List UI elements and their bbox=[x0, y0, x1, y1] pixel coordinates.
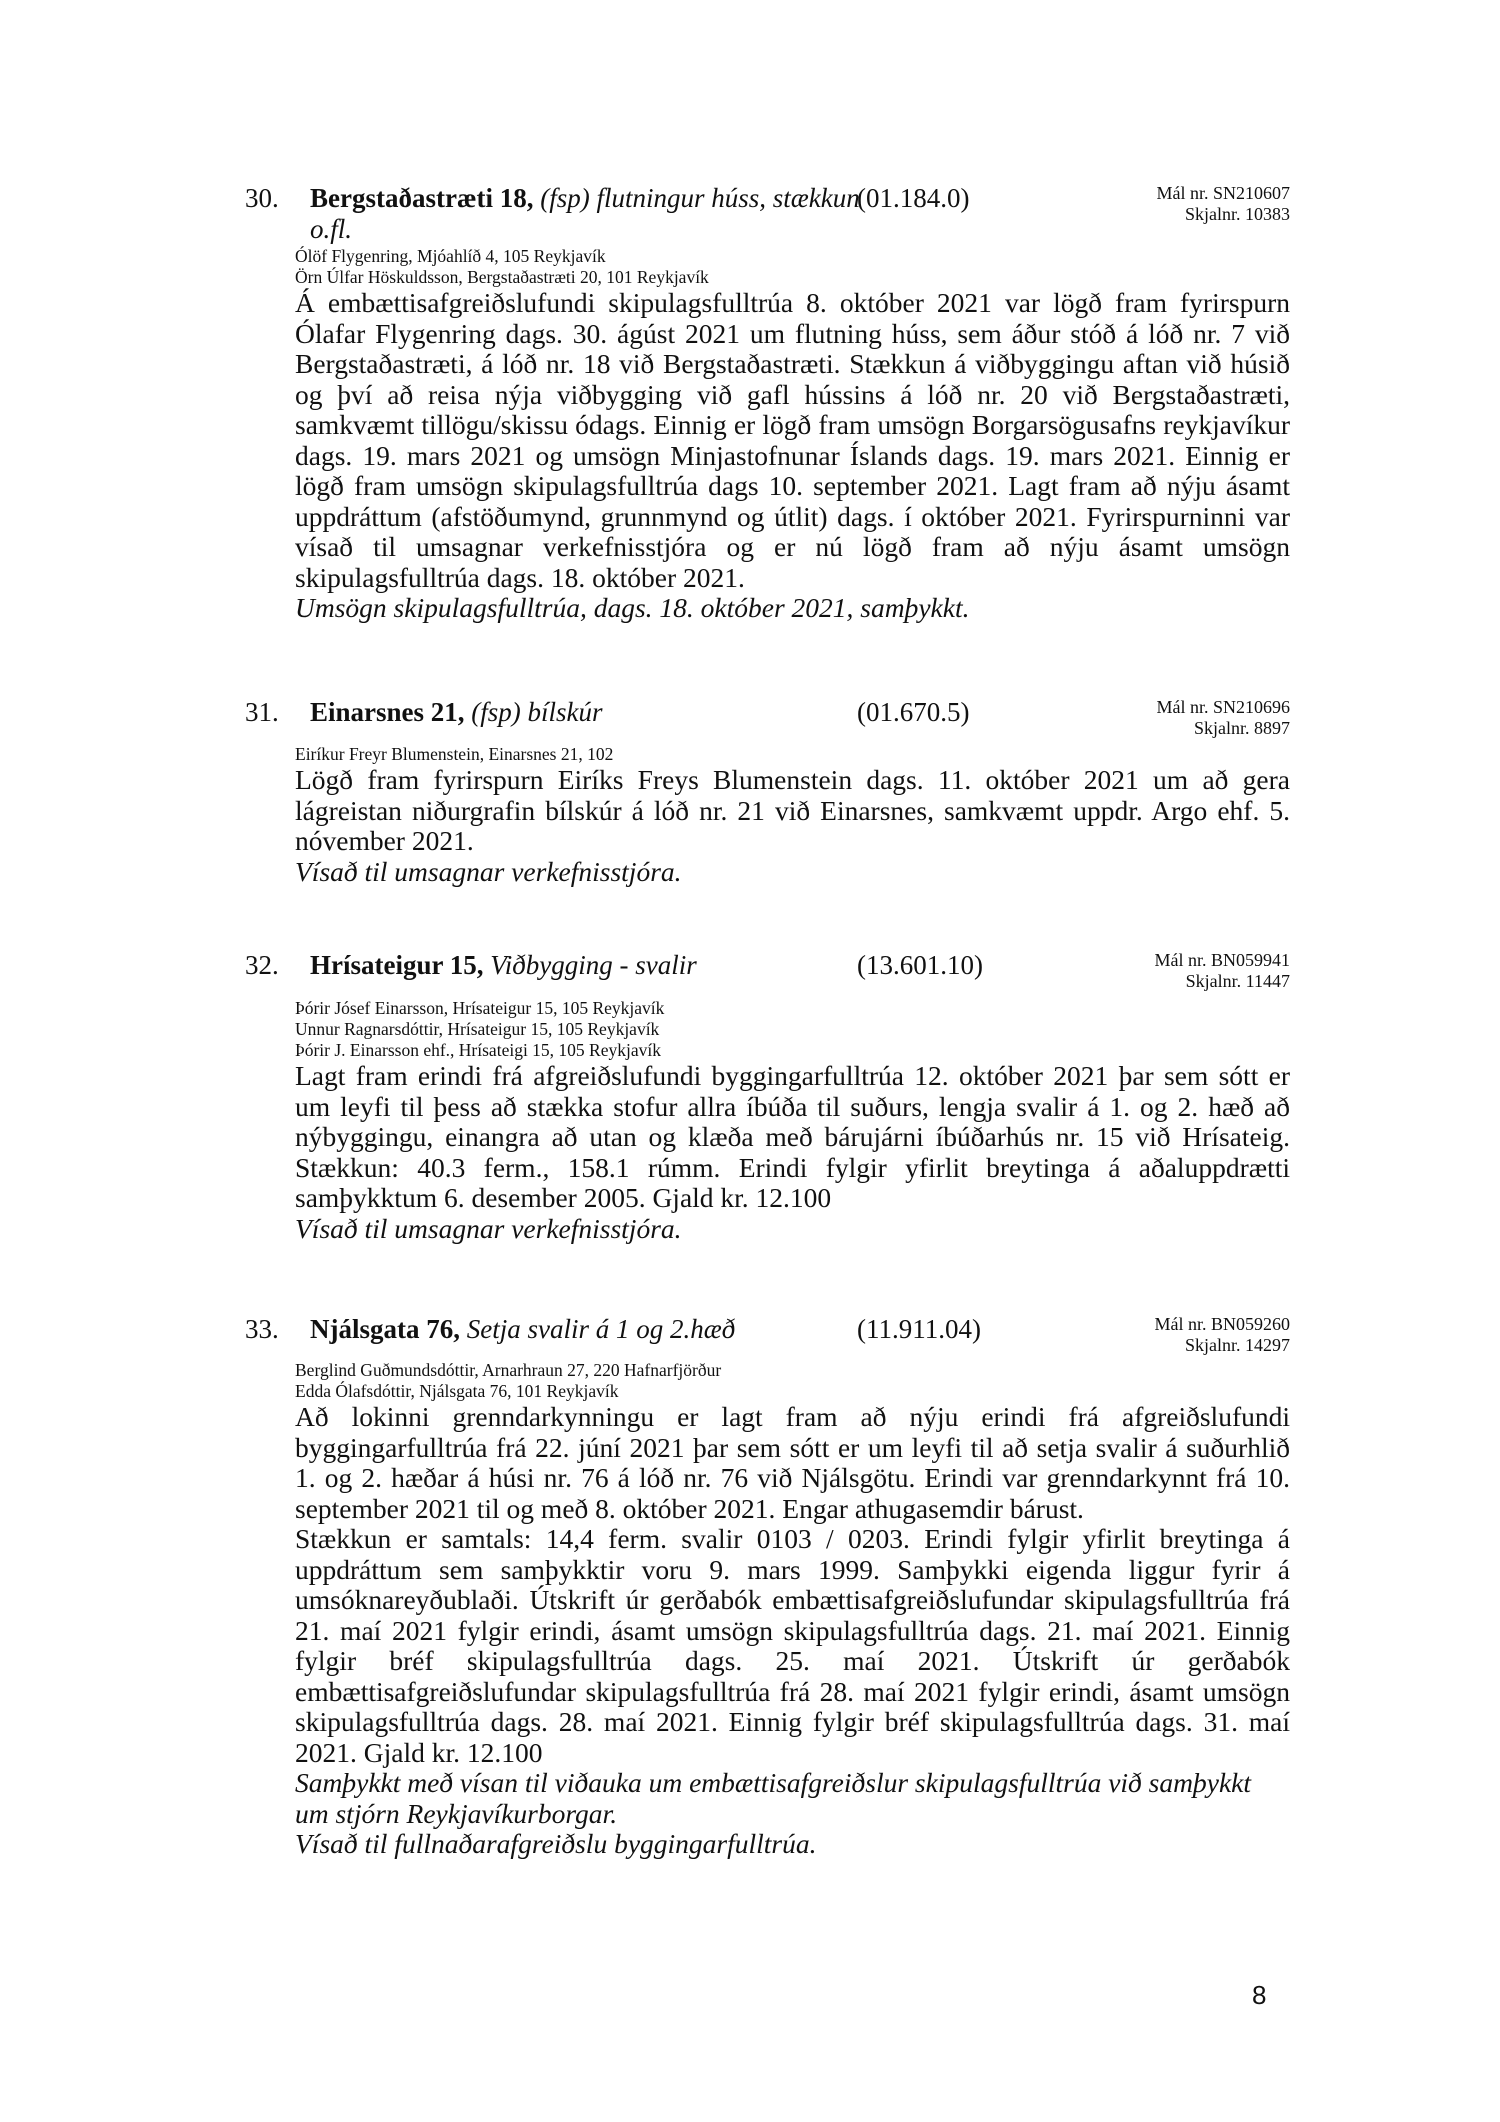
agenda-item-32 bbox=[245, 950, 1290, 1290]
item-content bbox=[295, 998, 1290, 1244]
item-reference bbox=[1154, 950, 1290, 992]
applicant: Eiríkur Freyr Blumenstein, Einarsnes 21, 102 bbox=[295, 744, 614, 764]
applicant: Ólöf Flygenring, Mjóahlíð 4, 105 Reykjavík bbox=[295, 246, 606, 266]
item-number: 32. bbox=[245, 950, 279, 980]
item-reference bbox=[1156, 183, 1290, 225]
applicant: Þórir Jósef Einarsson, Hrísateigur 15, 105 Reykjavík bbox=[295, 998, 665, 1018]
body-paragraph: Lagt fram erindi frá afgreiðslufundi byggingarfulltrúa 12. október 2021 þar sem sótt er um leyfi til þess að stækka stofur allra íbúða til suðurs, lengja svalir á 1. og 2. hæð að nýbyggingu, einangra að utan og klæða með bárujárni íbúðarhús nr. 15 við Hrísateig. Stækkun: 40.3 ferm., 158.1 rúmm. Erindi fylgir yfirlit breytinga á aðaluppdrætti samþykktum 6. desember 2005. Gjald kr. 12.100 bbox=[295, 1060, 1290, 1213]
item-number: 33. bbox=[245, 1314, 279, 1344]
item-subject: (fsp) bílskúr bbox=[471, 697, 603, 727]
item-content bbox=[295, 1360, 1290, 1860]
decision-text: Samþykkt með vísan til viðauka um embættisafgreiðslur skipulagsfulltrúa við samþykkt um stjórn Reykjavíkurborgar. bbox=[295, 1767, 1252, 1829]
agenda-item-31 bbox=[245, 697, 1290, 907]
item-body bbox=[295, 1402, 1290, 1860]
case-number: Mál nr. BN059260 bbox=[1154, 1314, 1290, 1334]
document-number: Skjalnr. 8897 bbox=[1193, 718, 1290, 738]
agenda-item-33 bbox=[245, 1314, 1290, 1914]
case-number: Mál nr. SN210696 bbox=[1156, 697, 1290, 717]
document-number: Skjalnr. 14297 bbox=[1184, 1335, 1290, 1355]
item-title bbox=[310, 697, 870, 728]
document-number: Skjalnr. 11447 bbox=[1185, 971, 1290, 991]
item-reference bbox=[1154, 1314, 1290, 1356]
item-title bbox=[310, 1314, 870, 1345]
decision-text: Vísað til umsagnar verkefnisstjóra. bbox=[295, 855, 682, 887]
applicant: Þórir J. Einarsson ehf., Hrísateigi 15, 105 Reykjavík bbox=[295, 1040, 661, 1060]
item-address: Einarsnes 21, bbox=[310, 697, 465, 727]
item-body bbox=[295, 288, 1290, 624]
item-code: (11.911.04) bbox=[857, 1314, 981, 1344]
item-code: (01.184.0) bbox=[857, 183, 970, 213]
item-title bbox=[310, 950, 870, 981]
decision-text: Umsögn skipulagsfulltrúa, dags. 18. október 2021, samþykkt. bbox=[295, 592, 970, 623]
case-number: Mál nr. BN059941 bbox=[1154, 950, 1290, 970]
item-title bbox=[310, 183, 870, 245]
item-content bbox=[295, 246, 1290, 624]
decision-text: Vísað til fullnaðarafgreiðslu byggingarfulltrúa. bbox=[295, 1828, 817, 1859]
item-content bbox=[295, 744, 1290, 887]
item-subject: (fsp) flutningur húss, stækkun o.fl. bbox=[310, 183, 860, 244]
item-address: Hrísateigur 15, bbox=[310, 950, 484, 980]
applicant: Örn Úlfar Höskuldsson, Bergstaðastræti 20, 101 Reykjavík bbox=[295, 267, 709, 287]
body-paragraph: Að lokinni grenndarkynningu er lagt fram að nýju erindi frá afgreiðslufundi byggingarfulltrúa frá 22. júní 2021 þar sem sótt er um leyfi til að setja svalir á suðurhlið 1. og 2. hæðar á húsi nr. 76 á lóð nr. 76 við Njálsgötu. Erindi var grenndarkynnt frá 10. september 2021 til og með 8. október 2021. Engar athugasemdir bárust. bbox=[295, 1401, 1290, 1524]
item-code: (13.601.10) bbox=[857, 950, 983, 980]
body-paragraph: Á embættisafgreiðslufundi skipulagsfulltrúa 8. október 2021 var lögð fram fyrirspurn Ólafar Flygenring dags. 30. ágúst 2021 um flutning húss, sem áður stóð á lóð nr. 7 við Bergstaðastræti, á lóð nr. 18 við Bergstaðastræti. Stækkun á viðbyggingu aftan við húsið og því að reisa nýja viðbygging við gafl hússins á lóð nr. 20 við Bergstaðastræti, samkvæmt tillögu/skissu ódags. Einnig er lögð fram umsögn Borgarsögusafns reykjavíkur dags. 19. mars 2021 og umsögn Minjastofnunar Íslands dags. 19. mars 2021. Einnig er lögð fram umsögn skipulagsfulltrúa dags 10. september 2021. Lagt fram að nýju ásamt uppdráttum (afstöðumynd, grunnmynd og útlit) dags. í október 2021. Fyrirspurninni var vísað til umsagnar verkefnisstjóra og er nú lögð fram að nýju ásamt umsögn skipulagsfulltrúa dags. 18. október 2021. bbox=[295, 287, 1290, 593]
item-number: 31. bbox=[245, 697, 279, 727]
item-reference bbox=[1156, 697, 1290, 739]
item-address: Njálsgata 76, bbox=[310, 1314, 460, 1344]
item-body bbox=[295, 765, 1290, 887]
item-number: 30. bbox=[245, 183, 279, 213]
body-paragraph: Stækkun er samtals: 14,4 ferm. svalir 0103 / 0203. Erindi fylgir yfirlit breytinga á uppdráttum sem samþykktir voru 9. mars 1999. Samþykki eigenda liggur fyrir á umsóknareyðublaði. Útskrift úr gerðabók embættisafgreiðslufundar skipulagsfulltrúa frá 21. maí 2021 fylgir erindi, ásamt umsögn skipulagsfulltrúa dags. 21. maí 2021. Einnig fylgir bréf skipulagsfulltrúa dags. 25. maí 2021. Útskrift úr gerðabók embættisafgreiðslufundar skipulagsfulltrúa frá 28. maí 2021 fylgir erindi, ásamt umsögn skipulagsfulltrúa dags. 28. maí 2021. Einnig fylgir bréf skipulagsfulltrúa dags. 31. maí 2021. Gjald kr. 12.100 bbox=[295, 1523, 1290, 1768]
document-number: Skjalnr. 10383 bbox=[1184, 204, 1290, 224]
item-body bbox=[295, 1061, 1290, 1244]
item-code: (01.670.5) bbox=[857, 697, 970, 727]
item-subject: Setja svalir á 1 og 2.hæð bbox=[466, 1314, 736, 1344]
decision-text: Vísað til umsagnar verkefnisstjóra. bbox=[295, 1212, 682, 1244]
case-number: Mál nr. SN210607 bbox=[1156, 183, 1290, 203]
applicant: Unnur Ragnarsdóttir, Hrísateigur 15, 105 Reykjavík bbox=[295, 1019, 660, 1039]
item-subject: Viðbygging - svalir bbox=[490, 950, 697, 980]
applicant: Edda Ólafsdóttir, Njálsgata 76, 101 Reykjavík bbox=[295, 1381, 619, 1401]
body-paragraph: Lögð fram fyrirspurn Eiríks Freys Blumenstein dags. 11. október 2021 um að gera lágreistan niðurgrafin bílskúr á lóð nr. 21 við Einarsnes, samkvæmt uppdr. Argo ehf. 5. nóvember 2021. bbox=[295, 764, 1290, 856]
page-number: 8 bbox=[1252, 1980, 1267, 2010]
applicant: Berglind Guðmundsdóttir, Arnarhraun 27, 220 Hafnarfjörður bbox=[295, 1360, 722, 1380]
item-address: Bergstaðastræti 18, bbox=[310, 183, 534, 213]
agenda-item-30 bbox=[245, 183, 1290, 643]
